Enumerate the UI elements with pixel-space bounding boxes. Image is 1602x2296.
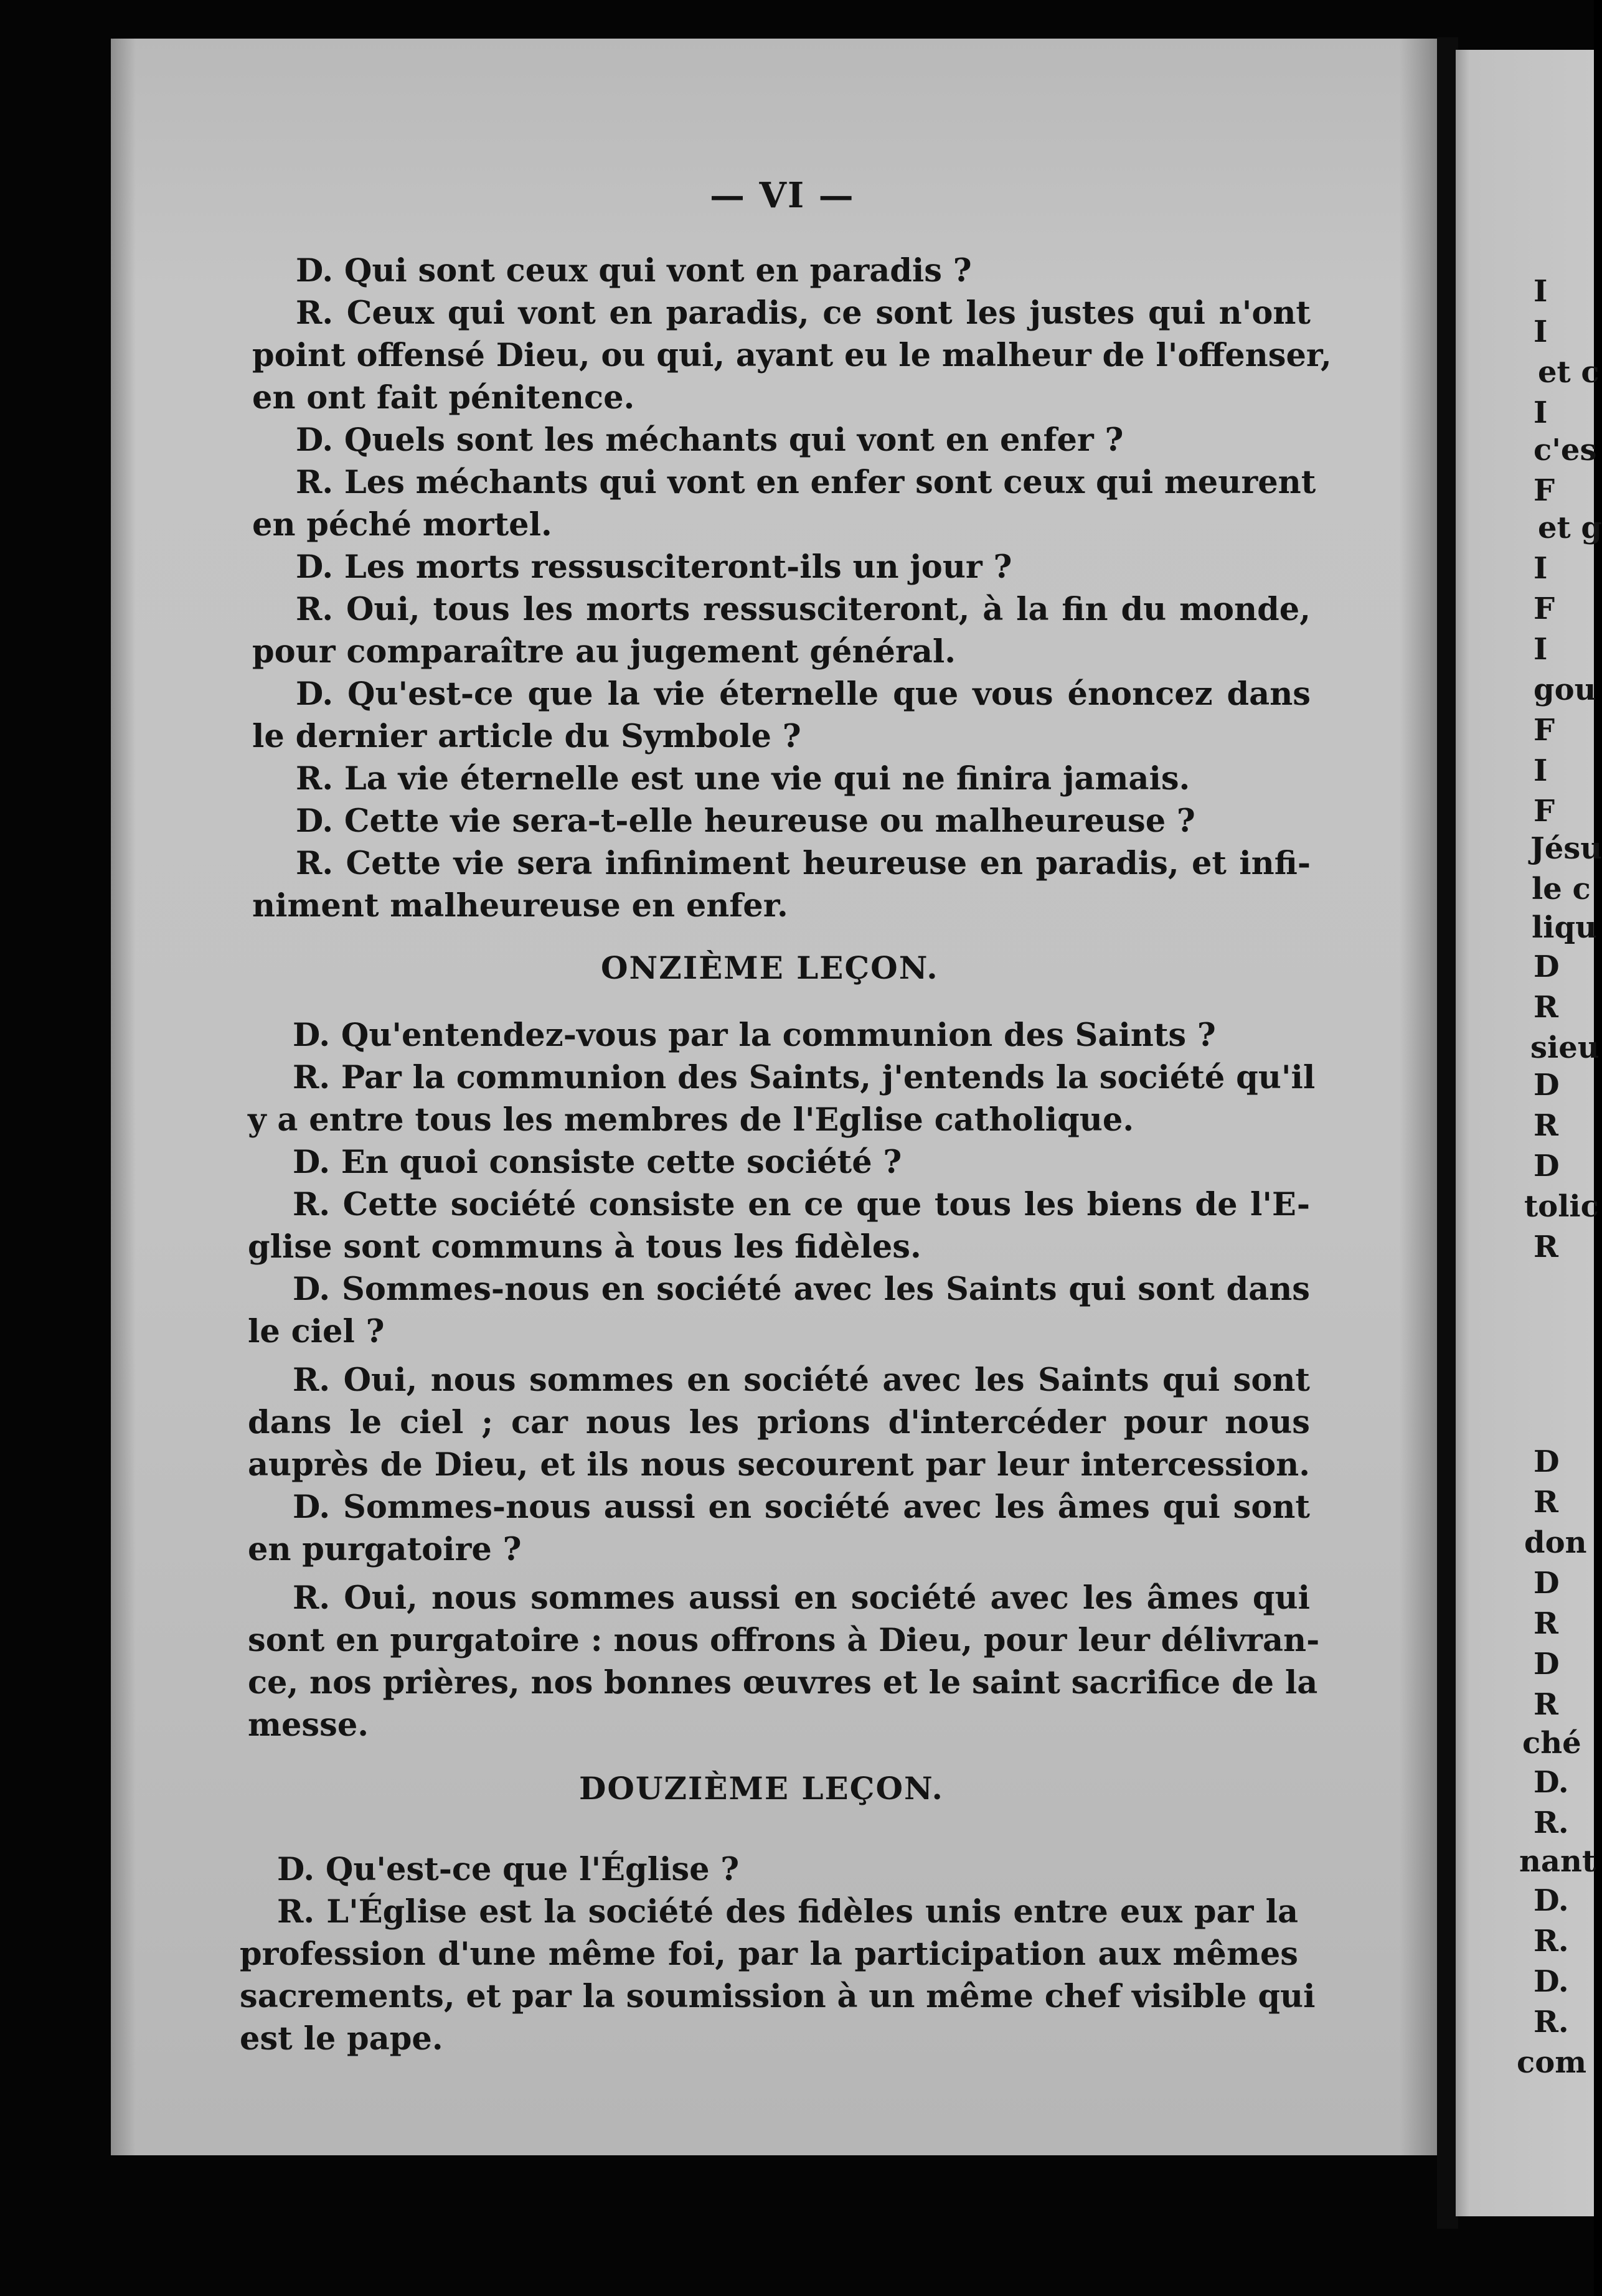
right-page-fragment: D. xyxy=(1534,1765,1569,1800)
text-line: niment malheureuse en enfer. xyxy=(252,887,788,925)
text-line: profession d'une même foi, par la participation aux mêmes xyxy=(240,1936,1298,1973)
right-page-fragment: R xyxy=(1534,1108,1558,1143)
text-line: dans le ciel ; car nous les prions d'intercéder pour nous xyxy=(248,1404,1310,1441)
text-line: le ciel ? xyxy=(248,1313,385,1350)
right-page-fragment: don xyxy=(1524,1525,1587,1560)
right-page-fragment: Jésu xyxy=(1530,831,1602,866)
right-page-fragment: F xyxy=(1534,591,1555,626)
right-page-fragment: I xyxy=(1534,753,1548,788)
right-page-fragment: F xyxy=(1534,713,1555,748)
text-line: glise sont communs à tous les fidèles. xyxy=(248,1228,921,1266)
right-page-fragment: ché xyxy=(1522,1726,1581,1761)
right-page-fragment: R xyxy=(1534,1606,1558,1641)
right-page-fragment: I xyxy=(1534,632,1548,667)
text-line: en ont fait pénitence. xyxy=(252,379,635,416)
right-page-fragment: R. xyxy=(1534,1805,1569,1840)
right-page-fragment: D xyxy=(1534,1566,1560,1601)
text-line: pour comparaître au jugement général. xyxy=(252,633,956,670)
text-line: D. Sommes-nous en société avec les Saints qui sont dans xyxy=(293,1271,1310,1308)
text-line: ce, nos prières, nos bonnes œuvres et le saint sacrifice de la xyxy=(248,1664,1318,1701)
text-line: D. Qu'entendez-vous par la communion des Saints ? xyxy=(293,1017,1216,1054)
right-page-fragment: D xyxy=(1534,1647,1560,1682)
right-page-fragment: I xyxy=(1534,551,1548,586)
right-page-fragment: c'es xyxy=(1534,433,1597,468)
right-page-fragment: D xyxy=(1534,949,1560,984)
text-line: point offensé Dieu, ou qui, ayant eu le malheur de l'offenser, xyxy=(252,337,1332,374)
text-line: D. Quels sont les méchants qui vont en enfer ? xyxy=(296,421,1124,459)
text-line: R. Cette société consiste en ce que tous les biens de l'E- xyxy=(293,1186,1310,1223)
right-page-fragment: R xyxy=(1534,990,1558,1025)
text-line: R. Oui, nous sommes en société avec les Saints qui sont xyxy=(293,1362,1310,1399)
right-page-fragment: sieu xyxy=(1530,1030,1600,1065)
right-page-fragment: R xyxy=(1534,1230,1558,1264)
right-page-fragment: R xyxy=(1534,1687,1558,1722)
text-line: auprès de Dieu, et ils nous secourent par leur intercession. xyxy=(248,1446,1310,1484)
right-page-fragment: D xyxy=(1534,1149,1560,1183)
text-line: R. Les méchants qui vont en enfer sont ceux qui meurent xyxy=(296,464,1316,501)
right-page-fragment: nant xyxy=(1519,1844,1596,1879)
right-page-fragment: gou xyxy=(1534,672,1596,707)
right-page-fragment: liqu xyxy=(1532,910,1597,945)
text-line: en purgatoire ? xyxy=(248,1531,522,1568)
text-line: R. Cette vie sera infiniment heureuse en paradis, et infi- xyxy=(296,845,1311,882)
right-page-fragment: et c xyxy=(1538,355,1600,390)
text-line: R. Oui, tous les morts ressusciteront, à la fin du monde, xyxy=(296,591,1311,628)
text-line: D. Les morts ressusciteront-ils un jour ? xyxy=(296,548,1012,586)
right-page-fragment: I xyxy=(1534,274,1548,309)
right-page-fragment: I xyxy=(1534,314,1548,349)
right-page-fragment: F xyxy=(1534,794,1555,829)
text-line: D. Sommes-nous aussi en société avec les âmes qui sont xyxy=(293,1489,1310,1526)
right-page-fragment: tolic xyxy=(1524,1189,1599,1224)
right-page-fragment: D. xyxy=(1534,1964,1569,1999)
text-line: D. Qui sont ceux qui vont en paradis ? xyxy=(296,252,972,289)
right-page-fragment: D xyxy=(1534,1444,1560,1479)
text-line: R. L'Église est la société des fidèles unis entre eux par la xyxy=(277,1893,1298,1931)
text-line: R. Oui, nous sommes aussi en société avec les âmes qui xyxy=(293,1579,1310,1617)
text-line: D. Cette vie sera-t-elle heureuse ou malheureuse ? xyxy=(296,802,1195,840)
section-heading-douzieme-lecon: DOUZIÈME LEÇON. xyxy=(579,1770,944,1807)
text-line: D. Qu'est-ce que la vie éternelle que vous énoncez dans xyxy=(296,675,1311,713)
page-gutter xyxy=(1437,37,1458,2229)
right-page-fragment: F xyxy=(1534,473,1555,508)
right-page-fragment: et g xyxy=(1538,510,1602,545)
text-line: D. En quoi consiste cette société ? xyxy=(293,1144,902,1181)
right-page-fragment: D xyxy=(1534,1068,1560,1103)
text-line: le dernier article du Symbole ? xyxy=(252,718,801,755)
right-page-fragment: D. xyxy=(1534,1883,1569,1918)
text-line: en péché mortel. xyxy=(252,506,552,543)
text-line: R. Ceux qui vont en paradis, ce sont les justes qui n'ont xyxy=(296,294,1311,332)
text-line: est le pape. xyxy=(240,2020,443,2058)
text-line: sont en purgatoire : nous offrons à Dieu, pour leur délivran- xyxy=(248,1622,1320,1659)
text-line: messe. xyxy=(248,1706,369,1744)
text-line: sacrements, et par la soumission à un même chef visible qui xyxy=(240,1978,1316,2015)
right-page-fragment: R. xyxy=(1534,1924,1569,1959)
right-page-fragment: com xyxy=(1517,2045,1587,2080)
right-page-fragment: le c xyxy=(1532,872,1591,906)
text-line: R. La vie éternelle est une vie qui ne finira jamais. xyxy=(296,760,1190,797)
section-heading-onzieme-lecon: ONZIÈME LEÇON. xyxy=(601,949,939,986)
text-line: D. Qu'est-ce que l'Église ? xyxy=(277,1851,740,1888)
text-line: R. Par la communion des Saints, j'entends la société qu'il xyxy=(293,1059,1316,1096)
page-number: — VI — xyxy=(710,175,855,216)
right-page-fragment: R xyxy=(1534,1485,1558,1520)
right-page-fragment: R. xyxy=(1534,2005,1569,2040)
right-page-fragment: I xyxy=(1534,395,1548,430)
text-line: y a entre tous les membres de l'Eglise catholique. xyxy=(248,1101,1134,1139)
